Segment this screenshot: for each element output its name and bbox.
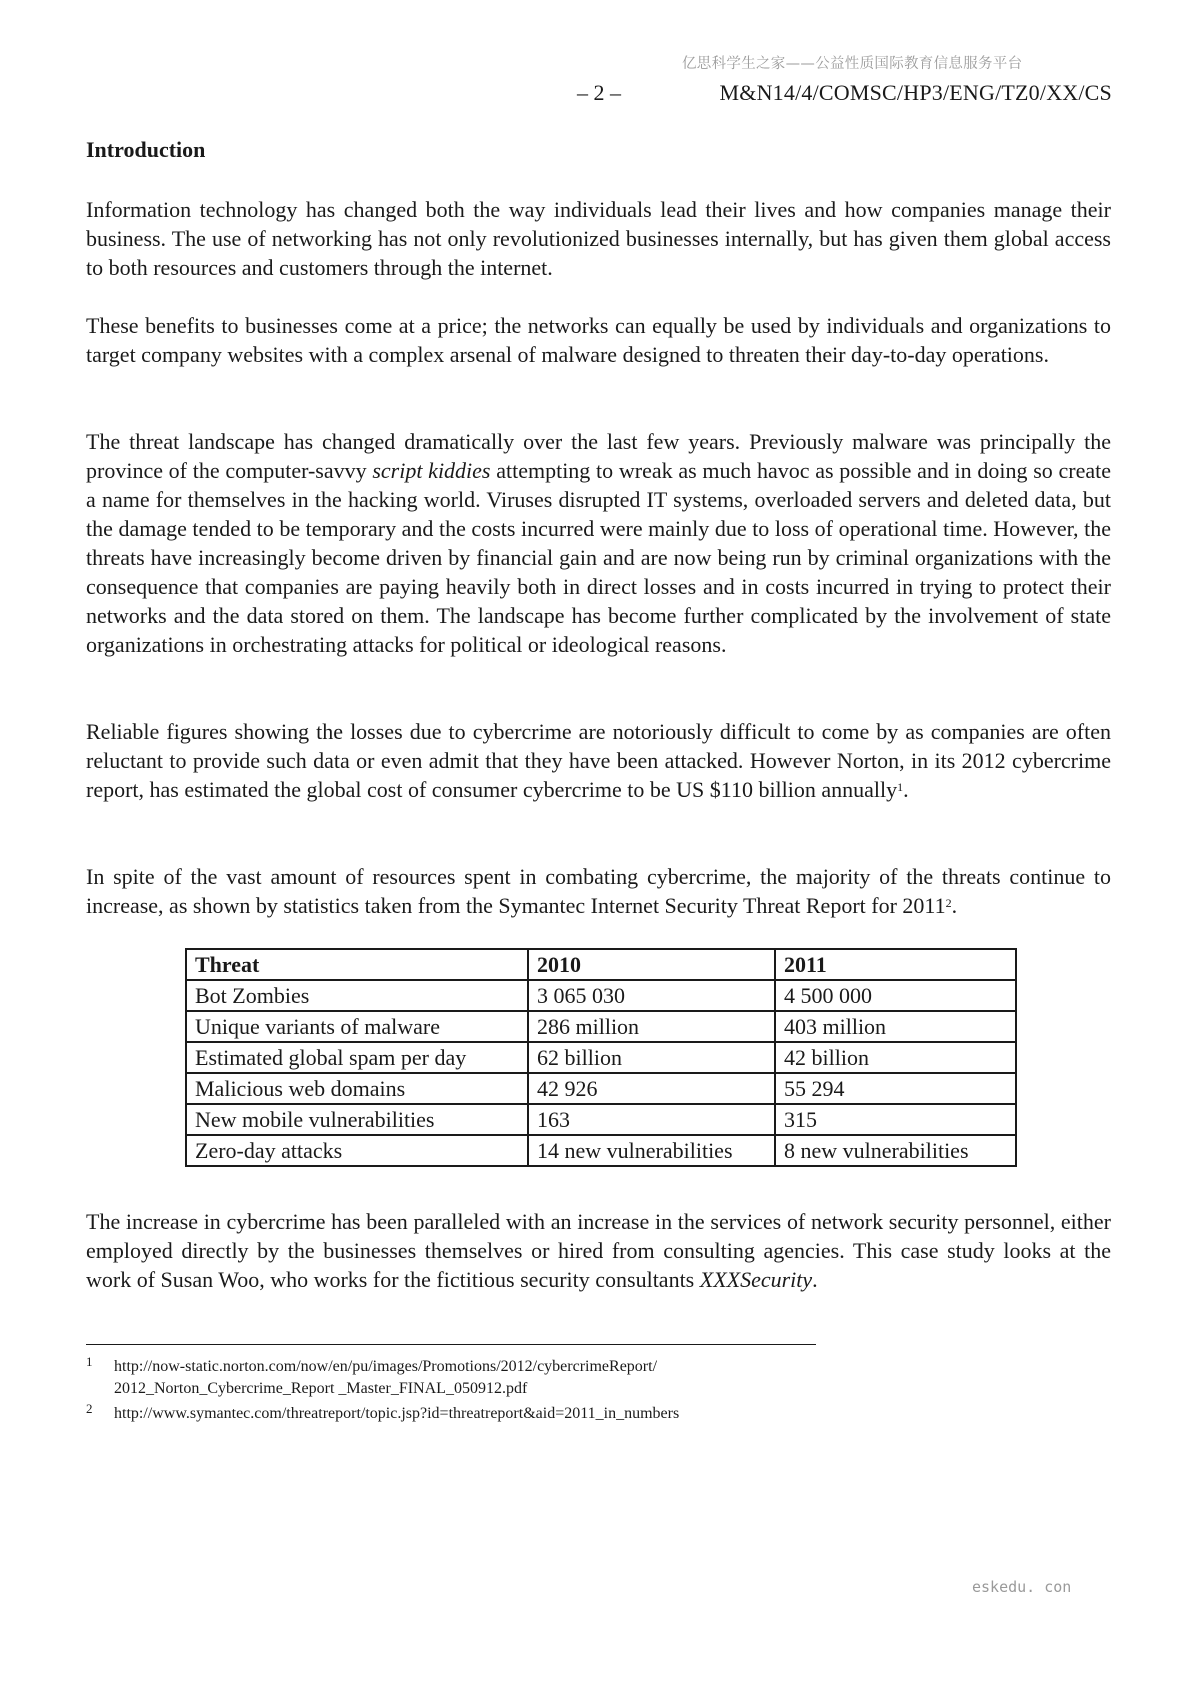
paragraph-6-italic: XXXSecurity <box>699 1267 813 1292</box>
paragraph-4 <box>86 717 1111 804</box>
table-cell-2010: 62 billion <box>528 1042 775 1073</box>
paragraph-5-end: . <box>951 893 958 918</box>
threat-statistics-table <box>185 948 1017 1167</box>
table-cell-2011: 42 billion <box>775 1042 1016 1073</box>
table-cell-2010: 3 065 030 <box>528 980 775 1011</box>
table-cell-2010: 163 <box>528 1104 775 1135</box>
paragraph-4-text: Reliable figures showing the losses due to cybercrime are notoriously difficult to come by as companies are often reluctant to provide such data or even admit that they have been attacked. However Norton, in its 2012 cybercrime report, has estimated the global cost of consumer cybercrime to be US $110 billion annually <box>86 719 1111 802</box>
paragraph-5 <box>86 862 1111 920</box>
page-number: – 2 – <box>577 80 621 105</box>
paragraph-3-italic: script kiddies <box>372 458 491 483</box>
footnote-2-link[interactable]: http://www.symantec.com/threatreport/topic.jsp?id=threatreport&aid=2011_in_numbers <box>114 1405 680 1422</box>
column-header-2010: 2010 <box>528 949 775 980</box>
footer-watermark: eskedu. con <box>972 1578 1072 1596</box>
footnote-2-mark: 2 <box>86 1401 93 1416</box>
table-row <box>186 1042 1016 1073</box>
document-reference: M&N14/4/COMSC/HP3/ENG/TZ0/XX/CS <box>719 80 1112 105</box>
footnote-1-mark: 1 <box>86 1354 93 1369</box>
paragraph-6 <box>86 1207 1111 1294</box>
paragraph-3-text-a: The threat landscape has changed dramatically over the last few years. Previously malware was principally the province of the computer-savvy <box>86 429 1111 483</box>
table-row <box>186 1011 1016 1042</box>
footnote-1-link[interactable]: http://now-static.norton.com/now/en/pu/images/Promotions/2012/cybercrimeReport/ <box>114 1358 658 1375</box>
paragraph-5-text: In spite of the vast amount of resources spent in combating cybercrime, the majority of the threats continue to increase, as shown by statistics taken from the Symantec Internet Security Threat Report for 2011 <box>86 864 1111 918</box>
footnote-divider <box>86 1344 816 1345</box>
table-cell-threat: Malicious web domains <box>186 1073 528 1104</box>
paragraph-4-end: . <box>903 777 909 802</box>
paragraph-2: These benefits to businesses come at a price; the networks can equally be used by individuals and organizations to target company websites with a complex arsenal of malware designed to threaten their day-to-day operations. <box>86 313 1111 367</box>
table-row <box>186 1073 1016 1104</box>
table-row <box>186 1104 1016 1135</box>
paragraph-3-text-b: attempting to wreak as much havoc as possible and in doing so create a name for themselves in the hacking world. Viruses disrupted IT systems, overloaded servers and deleted data, but the damage tended to be temporary and the costs incurred were mainly due to loss of operational time. However, the threats have increasingly become driven by financial gain and are now being run by criminal organizations with the consequence that companies are paying heavily both in direct losses and in costs incurred in trying to protect their networks and the data stored on them. The landscape has become further complicated by the involvement of state organizations in orchestrating attacks for political or ideological reasons. <box>86 458 1111 657</box>
table-cell-threat: Zero-day attacks <box>186 1135 528 1166</box>
table-header-row <box>186 949 1016 980</box>
table-cell-threat: Unique variants of malware <box>186 1011 528 1042</box>
table-cell-2010: 286 million <box>528 1011 775 1042</box>
table-cell-threat: Estimated global spam per day <box>186 1042 528 1073</box>
table-cell-threat: New mobile vulnerabilities <box>186 1104 528 1135</box>
table-row <box>186 980 1016 1011</box>
table-cell-2011: 8 new vulnerabilities <box>775 1135 1016 1166</box>
header-watermark: 亿思科学生之家——公益性质国际教育信息服务平台 <box>682 56 1023 72</box>
table-cell-2010: 14 new vulnerabilities <box>528 1135 775 1166</box>
paragraph-3 <box>86 427 1111 659</box>
footnote-ref-2[interactable]: 2 <box>945 896 952 910</box>
table-cell-2011: 315 <box>775 1104 1016 1135</box>
table-cell-2011: 55 294 <box>775 1073 1016 1104</box>
table-cell-2010: 42 926 <box>528 1073 775 1104</box>
column-header-threat: Threat <box>186 949 528 980</box>
footnote-1-link-cont[interactable]: 2012_Norton_Cybercrime_Report _Master_FINAL_050912.pdf <box>114 1380 528 1397</box>
table-cell-threat: Bot Zombies <box>186 980 528 1011</box>
table-cell-2011: 403 million <box>775 1011 1016 1042</box>
column-header-2011: 2011 <box>775 949 1016 980</box>
table-row <box>186 1135 1016 1166</box>
paragraph-1: Information technology has changed both the way individuals lead their lives and how companies manage their business. The use of networking has not only revolutionized businesses internally, but has given them global access to both resources and customers through the internet. <box>86 197 1111 280</box>
section-heading: Introduction <box>86 137 206 162</box>
table-cell-2011: 4 500 000 <box>775 980 1016 1011</box>
paragraph-6-end: . <box>812 1267 818 1292</box>
footnote-ref-1[interactable]: 1 <box>897 780 904 794</box>
paragraph-6-text: The increase in cybercrime has been paralleled with an increase in the services of network security personnel, either employed directly by the businesses themselves or hired from consulting agencies. This case study looks at the work of Susan Woo, who works for the fictitious security consultants <box>86 1209 1111 1292</box>
